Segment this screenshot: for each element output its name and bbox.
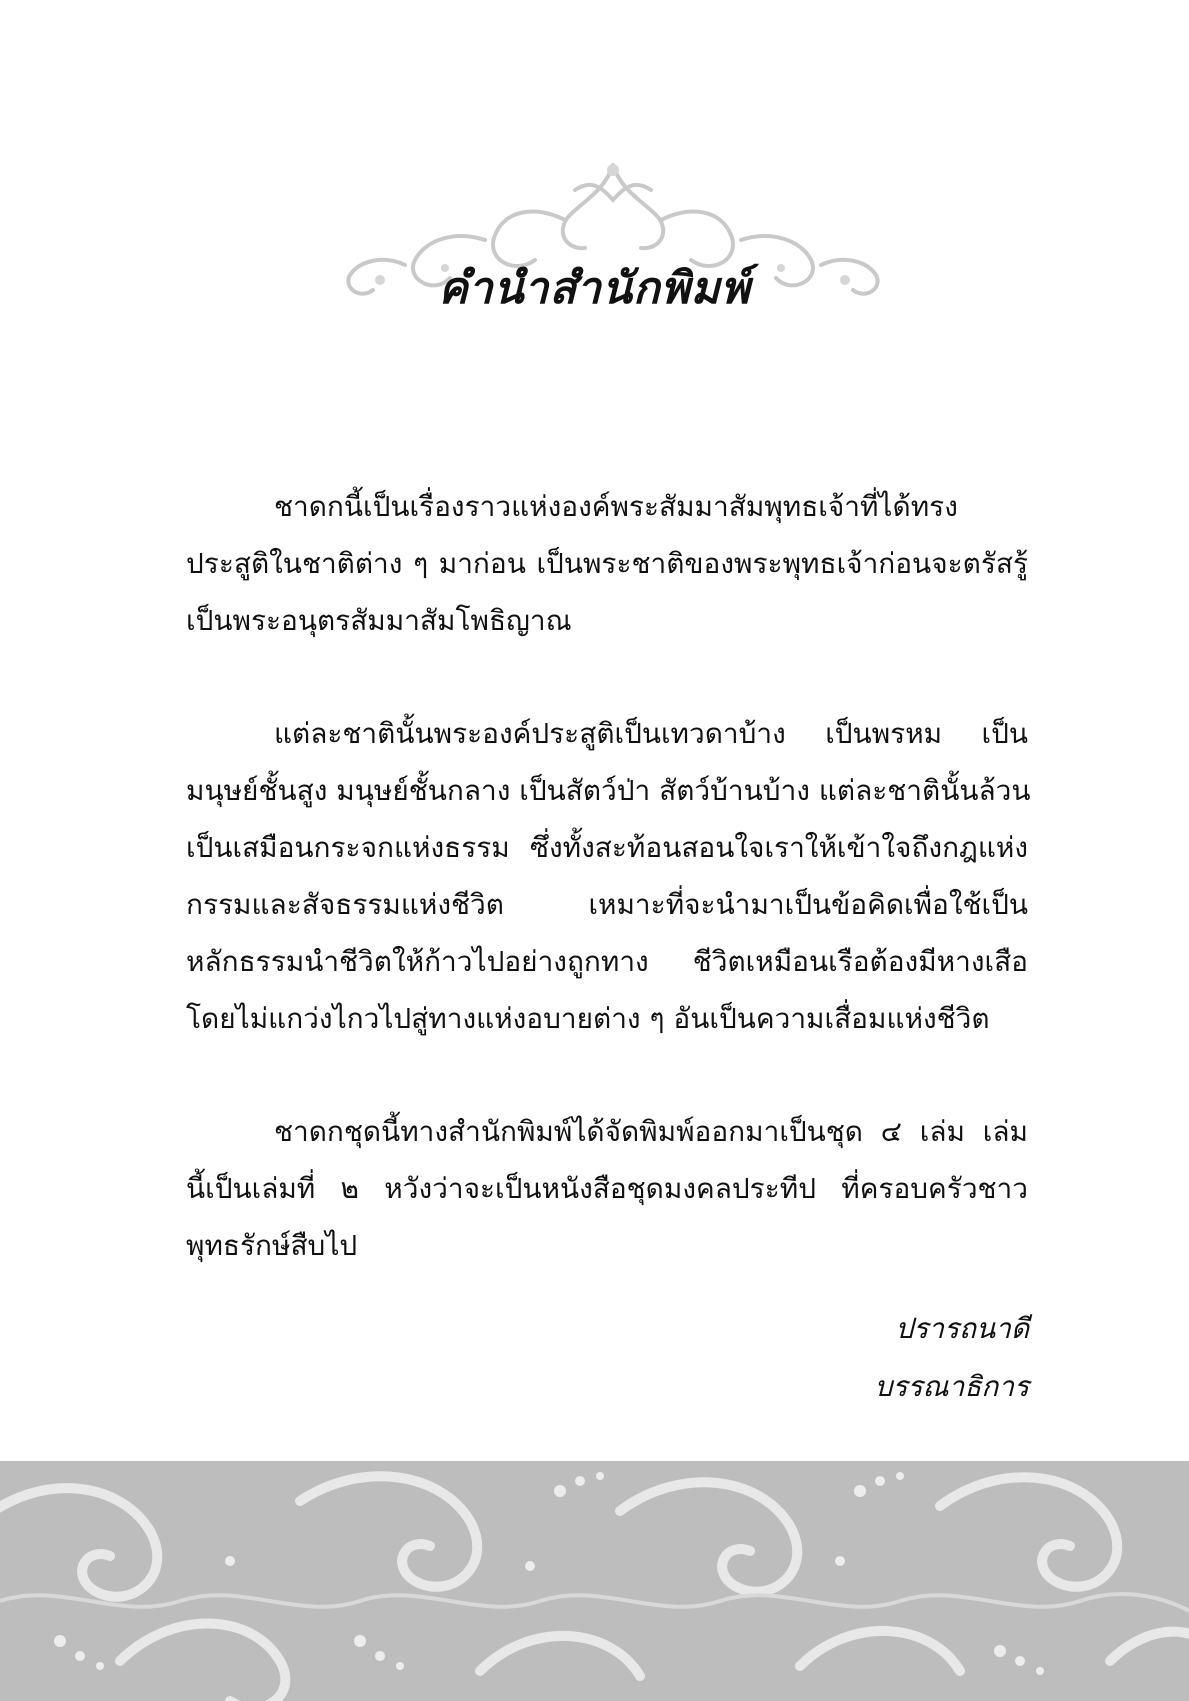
paragraph-line: พุทธรักษ์สืบไป xyxy=(186,1229,358,1262)
paragraph-line: ชาดกนี้เป็นเรื่องราวแห่งองค์พระสัมมาสัมพุทธเจ้าที่ได้ทรง xyxy=(274,490,958,523)
paragraph-line: โดยไม่แกว่งไกวไปสู่ทางแห่งอบายต่าง ๆ อันเป็นความเสื่อมแห่งชีวิต xyxy=(186,1002,990,1035)
paragraph-line: ชาดกชุดนี้ทางสำนักพิมพ์ได้จัดพิมพ์ออกมาเป็นชุด ๔ เล่ม เล่ม xyxy=(274,1115,1028,1148)
signature-block xyxy=(875,1300,1029,1416)
paragraph-line: แต่ละชาตินั้นพระองค์ประสูติเป็นเทวดาบ้าง เป็นพรหม เป็น xyxy=(274,717,1028,750)
signature-signer: บรรณาธิการ xyxy=(874,1370,1029,1403)
paisley-pattern-icon xyxy=(0,1461,1189,1701)
paragraph-1 xyxy=(186,478,1028,649)
signature-closing: ปรารถนาดี xyxy=(895,1312,1029,1345)
paragraph-line: หลักธรรมนำชีวิตให้ก้าวไปอย่างถูกทาง ชีวิตเหมือนเรือต้องมีหางเสือ xyxy=(186,945,1028,978)
paragraph-line: เป็นพระอนุตรสัมมาสัมโพธิญาณ xyxy=(186,604,572,637)
page-title: คำนำสำนักพิมพ์ xyxy=(438,263,751,315)
paragraph-line: เป็นเสมือนกระจกแห่งธรรม ซึ่งทั้งสะท้อนสอนใจเราให้เข้าใจถึงกฎแห่ง xyxy=(186,831,1028,864)
paragraph-2 xyxy=(186,705,1031,1047)
paragraph-3 xyxy=(186,1103,1028,1274)
paragraph-line: มนุษย์ชั้นสูง มนุษย์ชั้นกลาง เป็นสัตว์ป่า สัตว์บ้านบ้าง แต่ละชาตินั้นล้วน xyxy=(186,774,1031,807)
paragraph-line: นี้เป็นเล่มที่ ๒ หวังว่าจะเป็นหนังสือชุดมงคลประทีป ที่ครอบครัวชาว xyxy=(186,1172,1028,1205)
footer-pattern xyxy=(0,1461,1189,1701)
paragraph-line: ประสูติในชาติต่าง ๆ มาก่อน เป็นพระชาติของพระพุทธเจ้าก่อนจะตรัสรู้ xyxy=(186,547,1028,580)
paragraph-line: กรรมและสัจธรรมแห่งชีวิต เหมาะที่จะนำมาเป็นข้อคิดเพื่อใช้เป็น xyxy=(186,888,1028,921)
body-text xyxy=(186,478,1031,1330)
